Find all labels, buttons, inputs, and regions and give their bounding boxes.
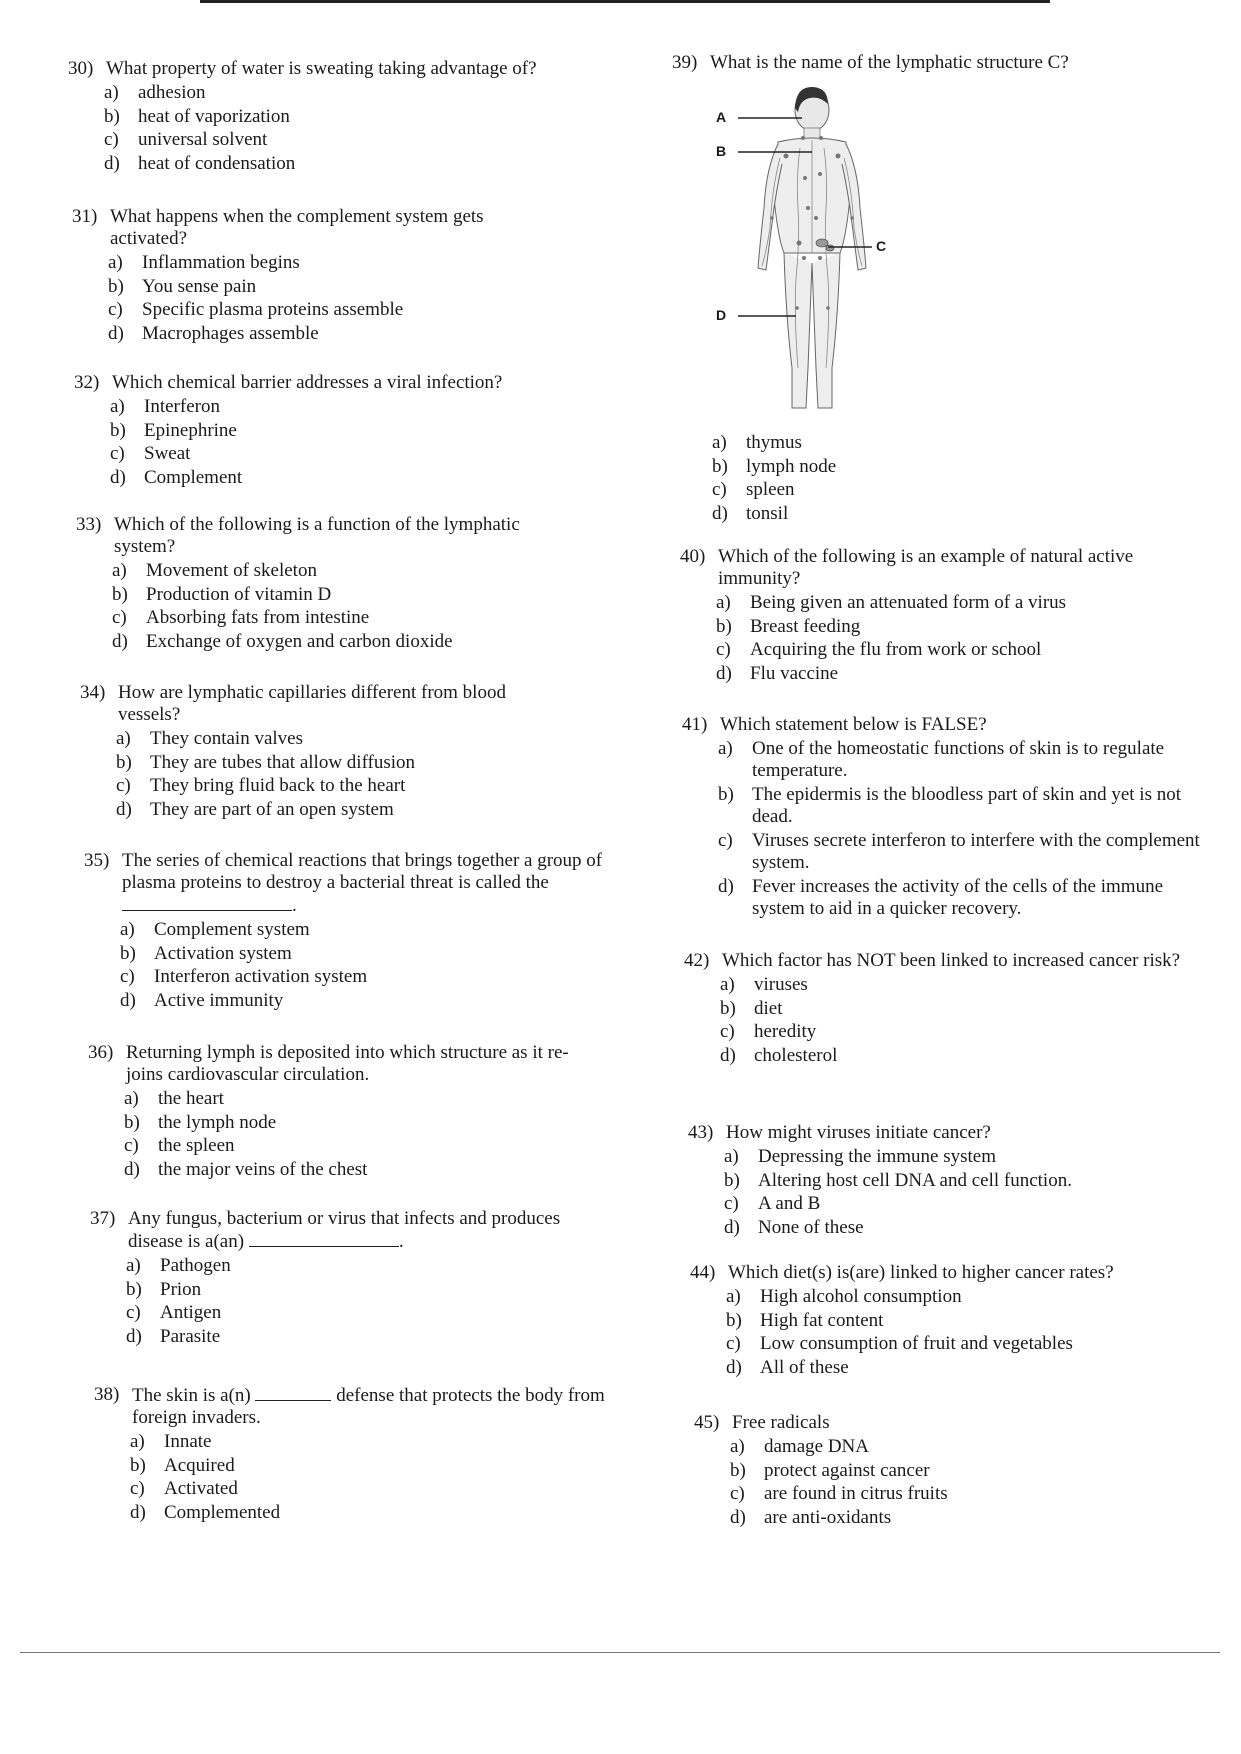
option-d[interactable]: d) heat of condensation: [104, 152, 296, 174]
question-number: 37): [90, 1208, 116, 1229]
question-text: Which chemical barrier addresses a viral infection?: [112, 372, 503, 393]
option-c[interactable]: c) Viruses secrete interferon to interfere with the complement system.: [718, 830, 1200, 873]
option-c[interactable]: c) Sweat: [110, 443, 191, 464]
option-b[interactable]: b) heat of vaporization: [104, 105, 290, 127]
question-41: [682, 714, 1212, 922]
option-list: [104, 82, 588, 176]
question-38: 38) The skin is a(n) defense that protects the body from foreign invaders. a) Innate b) Acquired c) Activated d) Complemented: [94, 1384, 614, 1525]
option-c[interactable]: c) heredity: [720, 1021, 817, 1042]
option-list: [130, 1431, 614, 1525]
option-a[interactable]: a) Interferon: [110, 396, 220, 417]
question-35: 35) The series of chemical reactions that brings together a group of plasma proteins to destroy a bacterial threat is called the . a) Complement system b) Activation system c) Interferon activation system d) Active immunity: [84, 850, 604, 1013]
question-40: [680, 546, 1180, 686]
scan-top-edge: [200, 0, 1050, 3]
figure-leader-lines: [700, 90, 920, 330]
question-number: 32): [74, 372, 100, 393]
option-a[interactable]: a) damage DNA: [730, 1436, 869, 1457]
option-list: [720, 974, 1194, 1068]
question-text: How might viruses initiate cancer?: [726, 1122, 991, 1143]
option-d[interactable]: d) All of these: [726, 1356, 849, 1378]
option-d[interactable]: d) the major veins of the chest: [124, 1158, 368, 1180]
question-number: 42): [684, 950, 710, 971]
question-number: 30): [68, 58, 94, 79]
question-text: What happens when the complement system gets activated?: [110, 206, 484, 249]
question-31: [72, 206, 542, 346]
question-39: [672, 52, 1192, 74]
option-a[interactable]: a) Complement system: [120, 919, 310, 940]
option-d[interactable]: d) Active immunity: [120, 989, 284, 1011]
option-list: [718, 738, 1212, 920]
option-a[interactable]: a) One of the homeostatic functions of skin is to regulate temperature.: [718, 738, 1165, 781]
option-b[interactable]: b) Production of vitamin D: [112, 583, 332, 605]
question-text: Returning lymph is deposited into which structure as it re-joins cardiovascular circulation.: [126, 1042, 569, 1085]
option-a[interactable]: a) Movement of skeleton: [112, 560, 317, 581]
question-36: [88, 1042, 598, 1182]
option-list: [120, 919, 604, 1013]
question-text: How are lymphatic capillaries different from blood vessels?: [118, 682, 506, 725]
option-a[interactable]: a) They contain valves: [116, 728, 304, 749]
question-text: Free radicals: [732, 1412, 830, 1433]
figure-label-c: C: [876, 238, 887, 254]
question-number: 45): [694, 1412, 720, 1433]
question-number: 44): [690, 1262, 716, 1283]
option-a[interactable]: a) Inflammation begins: [108, 252, 300, 273]
option-a[interactable]: a) the heart: [124, 1088, 224, 1109]
question-32: [74, 372, 604, 490]
option-c[interactable]: c) Low consumption of fruit and vegetables: [726, 1333, 1073, 1354]
question-text: What is the name of the lymphatic structure C?: [710, 52, 1069, 73]
option-c[interactable]: c) Acquiring the flu from work or school: [716, 639, 1042, 660]
option-a[interactable]: a) thymus: [712, 432, 802, 453]
option-c[interactable]: c) the spleen: [124, 1135, 235, 1156]
option-d[interactable]: d) are anti-oxidants: [730, 1506, 892, 1528]
option-d[interactable]: d) Complement: [110, 466, 243, 488]
option-c[interactable]: c) universal solvent: [104, 129, 268, 150]
figure-label-a: A: [716, 109, 727, 125]
option-a[interactable]: a) Depressing the immune system: [724, 1146, 996, 1167]
answer-blank[interactable]: [122, 894, 292, 911]
answer-blank[interactable]: [255, 1384, 331, 1401]
option-list: [126, 1255, 610, 1349]
option-d[interactable]: d) None of these: [724, 1216, 864, 1238]
question-text: Which of the following is a function of the lymphatic system?: [114, 514, 520, 557]
option-b[interactable]: b) High fat content: [726, 1309, 884, 1331]
question-number: 38): [94, 1384, 120, 1405]
question-number: 41): [682, 714, 708, 735]
option-b[interactable]: b) Acquired: [130, 1454, 235, 1476]
option-a[interactable]: a) Being given an attenuated form of a virus: [716, 592, 1067, 613]
option-c[interactable]: c) They bring fluid back to the heart: [116, 775, 406, 796]
question-text: What property of water is sweating taking advantage of?: [106, 58, 537, 79]
option-b[interactable]: b) Altering host cell DNA and cell function.: [724, 1169, 1072, 1191]
figure-label-d: D: [716, 307, 727, 323]
option-c[interactable]: c) Specific plasma proteins assemble: [108, 299, 404, 320]
option-d[interactable]: d) They are part of an open system: [116, 798, 394, 820]
option-a[interactable]: a) Pathogen: [126, 1255, 231, 1276]
option-d[interactable]: d) Parasite: [126, 1325, 221, 1347]
question-text: Which factor has NOT been linked to increased cancer risk?: [722, 950, 1181, 971]
option-d[interactable]: d) Flu vaccine: [716, 662, 839, 684]
option-d[interactable]: d) Complemented: [130, 1501, 281, 1523]
question-42: [684, 950, 1194, 1068]
option-d[interactable]: d) Macrophages assemble: [108, 322, 319, 344]
question-43: [688, 1122, 1188, 1240]
option-c[interactable]: c) Antigen: [126, 1302, 222, 1323]
page-bottom-rule: [20, 1652, 1220, 1653]
option-d[interactable]: d) Exchange of oxygen and carbon dioxide: [112, 630, 453, 652]
question-text: Which diet(s) is(are) linked to higher cancer rates?: [728, 1262, 1114, 1283]
option-a[interactable]: a) adhesion: [104, 82, 206, 103]
option-b[interactable]: b) the lymph node: [124, 1111, 277, 1133]
question-number: 33): [76, 514, 102, 535]
option-b[interactable]: b) Breast feeding: [716, 615, 861, 637]
option-b[interactable]: b) You sense pain: [108, 275, 257, 297]
option-b[interactable]: b) Activation system: [120, 942, 292, 964]
question-text: Which statement below is FALSE?: [720, 714, 987, 735]
question-number: 35): [84, 850, 110, 871]
option-b[interactable]: b) protect against cancer: [730, 1459, 930, 1481]
option-d[interactable]: d) Fever increases the activity of the cells of the immune system to aid in a quicker recovery.: [718, 876, 1163, 919]
option-b[interactable]: b) Epinephrine: [110, 419, 237, 441]
question-37: 37) Any fungus, bacterium or virus that infects and produces disease is a(an) . a) Pathogen b) Prion c) Antigen d) Parasite: [90, 1208, 610, 1349]
question-number: 31): [72, 206, 98, 227]
option-c[interactable]: c) Interferon activation system: [120, 966, 368, 987]
option-a[interactable]: a) Innate: [130, 1431, 212, 1452]
option-c[interactable]: c) A and B: [724, 1193, 821, 1214]
question-number: 39): [672, 52, 698, 73]
option-list: [116, 728, 570, 822]
option-c[interactable]: c) are found in citrus fruits: [730, 1483, 948, 1504]
option-b[interactable]: b) lymph node: [712, 455, 837, 477]
question-number: 40): [680, 546, 706, 567]
option-list: [726, 1286, 1200, 1380]
question-44: [690, 1262, 1200, 1380]
option-c[interactable]: c) Activated: [130, 1478, 238, 1499]
option-list: [112, 560, 576, 654]
question-45: [694, 1412, 1194, 1530]
question-text: The skin is a(n): [132, 1385, 251, 1406]
option-list: [724, 1146, 1188, 1240]
question-text: Which of the following is an example of natural active immunity?: [718, 546, 1134, 589]
option-b[interactable]: b) They are tubes that allow diffusion: [116, 751, 416, 773]
question-number: 36): [88, 1042, 114, 1063]
question-39-options: [712, 430, 1012, 526]
question-30: [68, 58, 588, 176]
option-list: [108, 252, 542, 346]
question-34: [80, 682, 570, 822]
answer-blank[interactable]: [249, 1230, 399, 1247]
option-d[interactable]: d) cholesterol: [720, 1044, 838, 1066]
option-b[interactable]: b) The epidermis is the bloodless part of skin and yet is not dead.: [718, 784, 1182, 827]
question-number: 34): [80, 682, 106, 703]
option-c[interactable]: c) Absorbing fats from intestine: [112, 607, 370, 628]
option-list: [716, 592, 1180, 686]
option-list: [124, 1088, 598, 1182]
question-text: The series of chemical reactions that brings together a group of plasma proteins to destroy a bacterial threat is called the: [122, 850, 603, 893]
question-text: Any fungus, bacterium or virus that infects and produces disease is a(an): [128, 1208, 561, 1252]
option-list: [110, 396, 604, 490]
option-c[interactable]: c) spleen: [712, 479, 795, 500]
option-list: [730, 1436, 1194, 1530]
option-b[interactable]: b) Prion: [126, 1278, 202, 1300]
option-d[interactable]: d) tonsil: [712, 502, 789, 524]
option-a[interactable]: a) High alcohol consumption: [726, 1286, 962, 1307]
figure-label-b: B: [716, 143, 727, 159]
question-number: 43): [688, 1122, 714, 1143]
option-list: [712, 432, 1012, 526]
question-33: [76, 514, 576, 654]
option-b[interactable]: b) diet: [720, 997, 783, 1019]
option-a[interactable]: a) viruses: [720, 974, 808, 995]
